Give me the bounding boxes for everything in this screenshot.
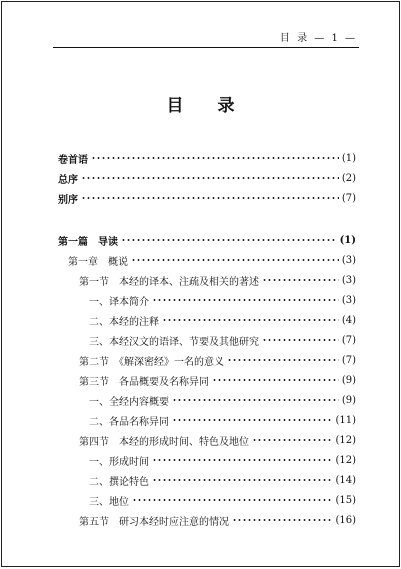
toc-entry-preface[interactable] xyxy=(58,148,356,168)
leader-dots xyxy=(262,339,339,341)
leader-dots xyxy=(172,399,339,401)
toc-entry-subsection[interactable] xyxy=(58,390,356,410)
toc-entry-general-preface[interactable] xyxy=(58,168,356,188)
toc-entry-subsection[interactable] xyxy=(58,470,356,490)
leader-dots xyxy=(152,299,339,301)
header-rule xyxy=(53,47,359,48)
toc-entry-label: 第四节 本经的形成时间、特色及地位 xyxy=(79,436,249,448)
leader-dots xyxy=(131,259,339,261)
toc-entry-page: (3) xyxy=(341,294,356,306)
toc-entry-page: (7) xyxy=(341,354,356,366)
leader-dots xyxy=(232,519,332,521)
toc-entry-chapter-1[interactable] xyxy=(58,250,356,270)
toc-entry-page: (3) xyxy=(341,254,356,266)
toc-entry-label: 总序 xyxy=(58,174,78,186)
toc-entry-subsection[interactable] xyxy=(58,490,356,510)
toc-entry-page: (9) xyxy=(341,374,356,386)
leader-dots xyxy=(262,279,339,281)
toc-entry-subsection[interactable] xyxy=(58,290,356,310)
toc-entry-part-1[interactable] xyxy=(58,230,356,250)
toc-entry-subsection[interactable] xyxy=(58,410,356,430)
toc-entry-page: (7) xyxy=(341,334,356,346)
toc-entry-subsection[interactable] xyxy=(58,450,356,470)
leader-dots xyxy=(252,439,332,441)
document-page xyxy=(1,1,400,567)
toc-entry-page: (12) xyxy=(335,434,356,446)
toc-entry-label: 三、地位 xyxy=(89,496,129,508)
leader-dots xyxy=(132,499,332,501)
toc-entry-subsection[interactable] xyxy=(58,310,356,330)
leader-dots xyxy=(212,379,339,381)
toc-entry-label: 一、全经内容概要 xyxy=(89,396,169,408)
table-of-contents xyxy=(58,148,356,530)
toc-entry-page: (1) xyxy=(339,234,356,246)
toc-entry-subsection[interactable] xyxy=(58,330,356,350)
leader-dots xyxy=(152,479,332,481)
section-gap xyxy=(58,208,356,230)
toc-entry-page: (14) xyxy=(335,474,356,486)
toc-entry-section-2[interactable] xyxy=(58,350,356,370)
toc-entry-section-5[interactable] xyxy=(58,510,356,530)
toc-entry-other-preface[interactable] xyxy=(58,188,356,208)
toc-entry-label: 第一篇 导读 xyxy=(58,236,118,248)
toc-entry-label: 卷首语 xyxy=(58,154,88,166)
toc-entry-label: 第一章 概说 xyxy=(68,256,128,268)
toc-entry-page: (15) xyxy=(335,494,356,506)
toc-entry-label: 第五节 研习本经时应注意的情况 xyxy=(79,516,229,528)
toc-entry-page: (4) xyxy=(341,314,356,326)
running-head: 目 录 — 1 — xyxy=(279,33,357,44)
leader-dots xyxy=(172,419,332,421)
toc-entry-label: 一、译本简介 xyxy=(89,296,149,308)
toc-entry-label: 二、本经的注释 xyxy=(89,316,159,328)
toc-entry-section-1[interactable] xyxy=(58,270,356,290)
leader-dots xyxy=(152,459,332,461)
page-title: 目 录 xyxy=(166,96,249,116)
leader-dots xyxy=(81,197,339,199)
toc-entry-page: (16) xyxy=(335,514,356,526)
leader-dots xyxy=(81,177,339,179)
toc-entry-section-4[interactable] xyxy=(58,430,356,450)
toc-entry-label: 别序 xyxy=(58,194,78,206)
toc-entry-label: 三、本经汉文的语译、节要及其他研究 xyxy=(89,336,259,348)
toc-entry-page: (12) xyxy=(335,454,356,466)
leader-dots xyxy=(121,239,337,241)
toc-entry-label: 第三节 各品概要及名称异同 xyxy=(79,376,209,388)
toc-entry-page: (11) xyxy=(335,414,356,426)
toc-entry-label: 第一节 本经的译本、注疏及相关的著述 xyxy=(79,276,259,288)
toc-entry-section-3[interactable] xyxy=(58,370,356,390)
toc-entry-page: (3) xyxy=(341,274,356,286)
leader-dots xyxy=(227,359,339,361)
toc-entry-page: (2) xyxy=(341,172,356,184)
toc-entry-page: (9) xyxy=(341,394,356,406)
leader-dots xyxy=(162,319,339,321)
toc-entry-label: 第二节 《解深密经》一名的意义 xyxy=(79,356,224,368)
toc-entry-page: (7) xyxy=(341,192,356,204)
toc-entry-page: (1) xyxy=(341,152,356,164)
toc-entry-label: 二、撰论特色 xyxy=(89,476,149,488)
toc-entry-label: 二、各品名称异同 xyxy=(89,416,169,428)
toc-entry-label: 一、形成时间 xyxy=(89,456,149,468)
leader-dots xyxy=(91,157,339,159)
